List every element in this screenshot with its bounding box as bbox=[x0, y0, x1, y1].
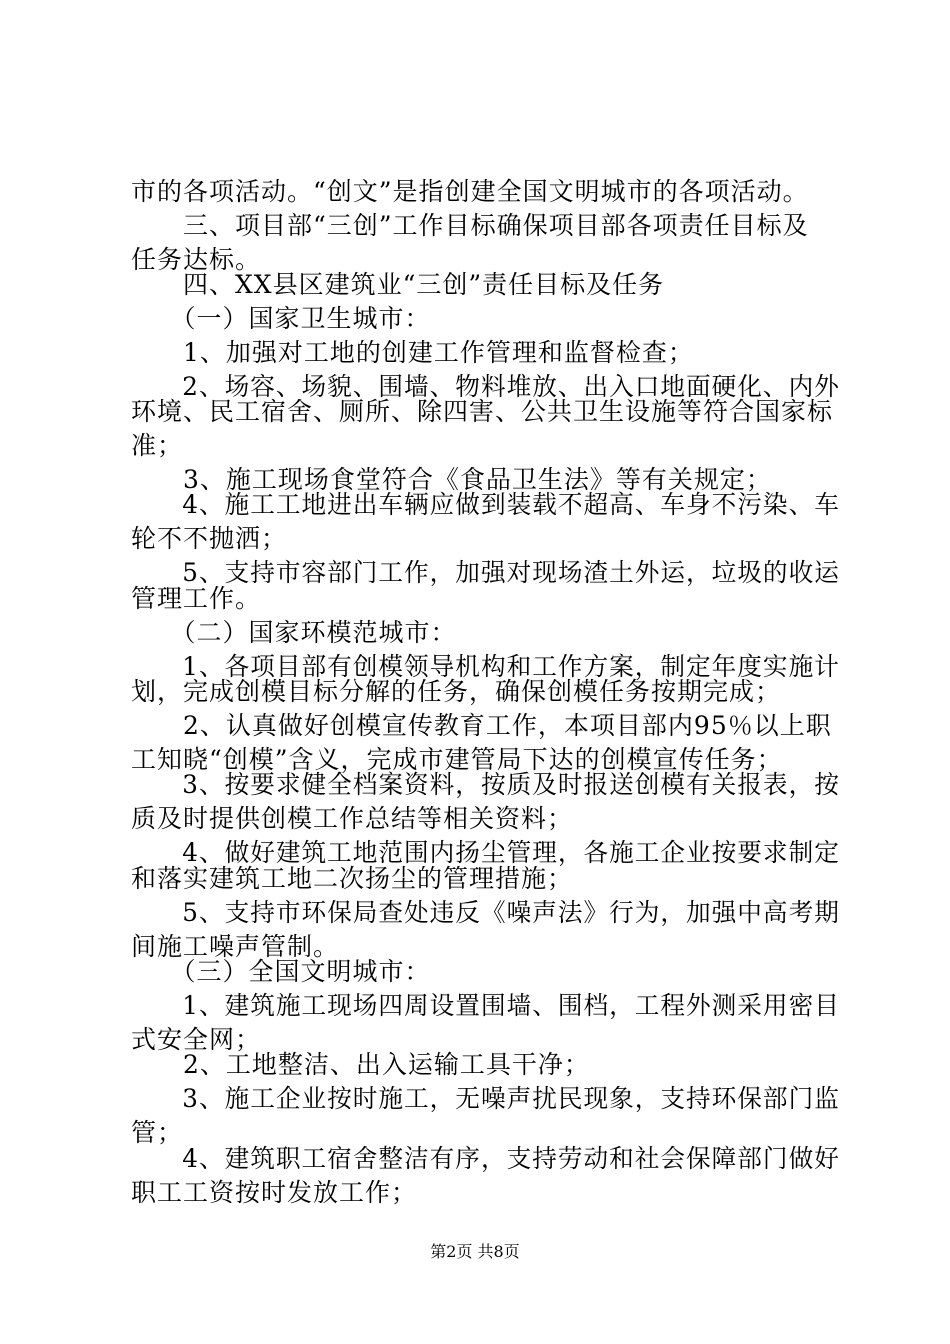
text-line: 任务达标。 bbox=[131, 245, 262, 274]
text-line: 式安全网； bbox=[131, 1025, 262, 1054]
text-line: 5、支持市容部门工作，加强对现场渣土外运，垃圾的收运 bbox=[131, 558, 840, 587]
page-number-footer: 第2页 共8页 bbox=[430, 1242, 520, 1261]
text-line: 轮不不抛洒； bbox=[131, 524, 288, 553]
text-line: （一）国家卫生城市： bbox=[131, 304, 431, 333]
text-line: 管理工作。 bbox=[131, 584, 262, 613]
text-line: 划，完成创模目标分解的任务，确保创模任务按期完成； bbox=[131, 677, 782, 706]
text-line: 和落实建筑工地二次扬尘的管理措施； bbox=[131, 864, 574, 893]
text-line: 3、施工现场食堂符合《食品卫生法》等有关规定； bbox=[131, 465, 772, 494]
text-line: 质及时提供创模工作总结等相关资料； bbox=[131, 804, 574, 833]
text-line: 1、加强对工地的创建工作管理和监督检查； bbox=[131, 338, 694, 367]
text-line: 4、建筑职工宿舍整洁有序，支持劳动和社会保障部门做好 bbox=[131, 1144, 840, 1173]
text-line: 4、做好建筑工地范围内扬尘管理，各施工企业按要求制定 bbox=[131, 838, 840, 867]
text-line: 3、按要求健全档案资料，按质及时报送创模有关报表，按 bbox=[131, 770, 840, 799]
text-line: 1、建筑施工现场四周设置围墙、围档，工程外测采用密目 bbox=[131, 991, 840, 1020]
text-line: 1、各项目部有创模领导机构和工作方案，制定年度实施计 bbox=[131, 652, 840, 681]
text-line: 四、XX县区建筑业“三创”责任目标及任务 bbox=[131, 270, 665, 299]
text-line: 2、场容、场貌、围墙、物料堆放、出入口地面硬化、内外 bbox=[131, 372, 840, 401]
text-line: 工知晓“创模”含义，完成市建管局下达的创模宣传任务； bbox=[131, 745, 783, 774]
text-line: 2、认真做好创模宣传教育工作，本项目部内95％以上职 bbox=[131, 711, 832, 740]
text-line: 准； bbox=[131, 431, 184, 460]
text-line: 4、施工工地进出车辆应做到装载不超高、车身不污染、车 bbox=[131, 490, 840, 519]
text-line: 三、项目部“三创”工作目标确保项目部各项责任目标及 bbox=[131, 211, 809, 240]
text-line: 环境、民工宿舍、厕所、除四害、公共卫生设施等符合国家标 bbox=[131, 397, 834, 426]
text-line: 市的各项活动。“创文”是指创建全国文明城市的各项活动。 bbox=[131, 177, 809, 206]
text-line: 5、支持市环保局查处违反《噪声法》行为，加强中高考期 bbox=[131, 898, 840, 927]
text-line: 3、施工企业按时施工，无噪声扰民现象，支持环保部门监 bbox=[131, 1084, 840, 1113]
text-line: （二）国家环模范城市： bbox=[131, 618, 457, 647]
text-line: （三）全国文明城市： bbox=[131, 957, 431, 986]
text-line: 职工工资按时发放工作； bbox=[131, 1178, 418, 1207]
text-line: 2、工地整洁、出入运输工具干净； bbox=[131, 1050, 590, 1079]
text-line: 间施工噪声管制。 bbox=[131, 932, 340, 961]
text-line: 管； bbox=[131, 1118, 184, 1147]
